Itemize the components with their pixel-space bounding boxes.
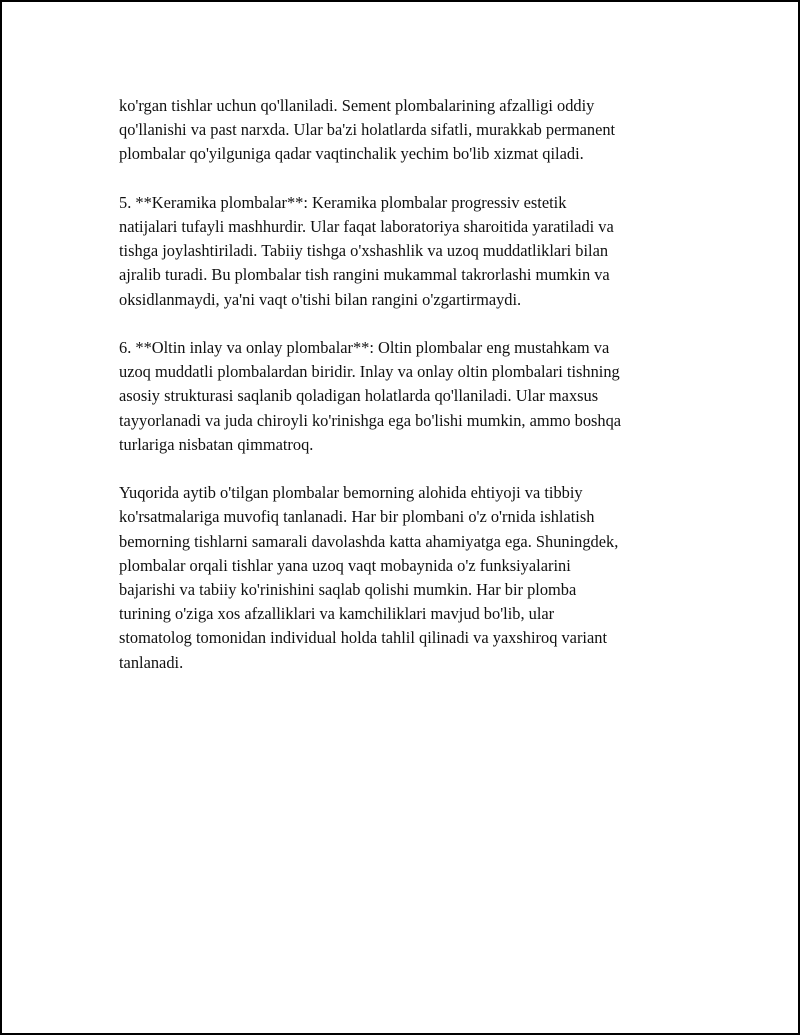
text-line: natijalari tufayli mashhurdir. Ular faqat laboratoriya sharoitida yaratiladi va [119,217,614,236]
text-line: oksidlanmaydi, ya'ni vaqt o'tishi bilan rangini o'zgartirmaydi. [119,289,522,309]
text-line: plombalar qo'yilguniga qadar vaqtinchalik yechim bo'lib xizmat qiladi. [119,144,584,164]
text-line: Yuqorida aytib o'tilgan plombalar bemorning alohida ehtiyoji va tibbiy [119,483,583,503]
text-line: turlariga nisbatan qimmatroq. [119,434,314,454]
text-line: plombalar orqali tishlar yana uzoq vaqt mobaynida o'z funksiyalarini [119,555,571,575]
text-line: ko'rgan tishlar uchun qo'llaniladi. Sement plombalarining afzalligi oddiy [119,96,595,115]
text-line: asosiy strukturasi saqlanib qoladigan holatlarda qo'llaniladi. Ular maxsus [119,386,599,406]
text-line: tishga joylashtiriladi. Tabiiy tishga o'xshashlik va uzoq muddatliklari bilan [119,241,609,261]
paragraph-gold-inlay-onlay [119,336,699,457]
text-line: ajralib turadi. Bu plombalar tish rangini mukammal takrorlashi mumkin va [119,265,610,285]
text-line: ko'rsatmalariga muvofiq tanlanadi. Har bir plombani o'z o'rnida ishlatish [119,507,595,527]
document-body [119,94,699,699]
text-line: bemorning tishlarni samarali davolashda katta ahamiyatga ega. Shuningdek, [119,531,619,551]
paragraph-ceramic-fillings [119,191,699,312]
text-line: 6. **Oltin inlay va onlay plombalar**: Oltin plombalar eng mustahkam va [119,338,610,357]
text-line: turining o'ziga xos afzalliklari va kamchiliklari mavjud bo'lib, ular [119,604,555,624]
text-line: 5. **Keramika plombalar**: Keramika plombalar progressiv estetik [119,192,567,212]
text-line: uzoq muddatli plombalardan biridir. Inlay va onlay oltin plombalari tishning [119,362,620,382]
paragraph-cement-fillings-continued [119,94,699,167]
text-line: stomatolog tomonidan individual holda tahlil qilinadi va yaxshiroq variant [119,628,607,648]
text-line: tayyorlanadi va juda chiroyli ko'rinishga ega bo'lishi mumkin, ammo boshqa [119,410,622,430]
text-line: qo'llanishi va past narxda. Ular ba'zi holatlarda sifatli, murakkab permanent [119,120,616,140]
paragraph-conclusion [119,481,699,675]
text-line: tanlanadi. [119,652,184,672]
text-line: bajarishi va tabiiy ko'rinishini saqlab qolishi mumkin. Har bir plomba [119,580,577,600]
